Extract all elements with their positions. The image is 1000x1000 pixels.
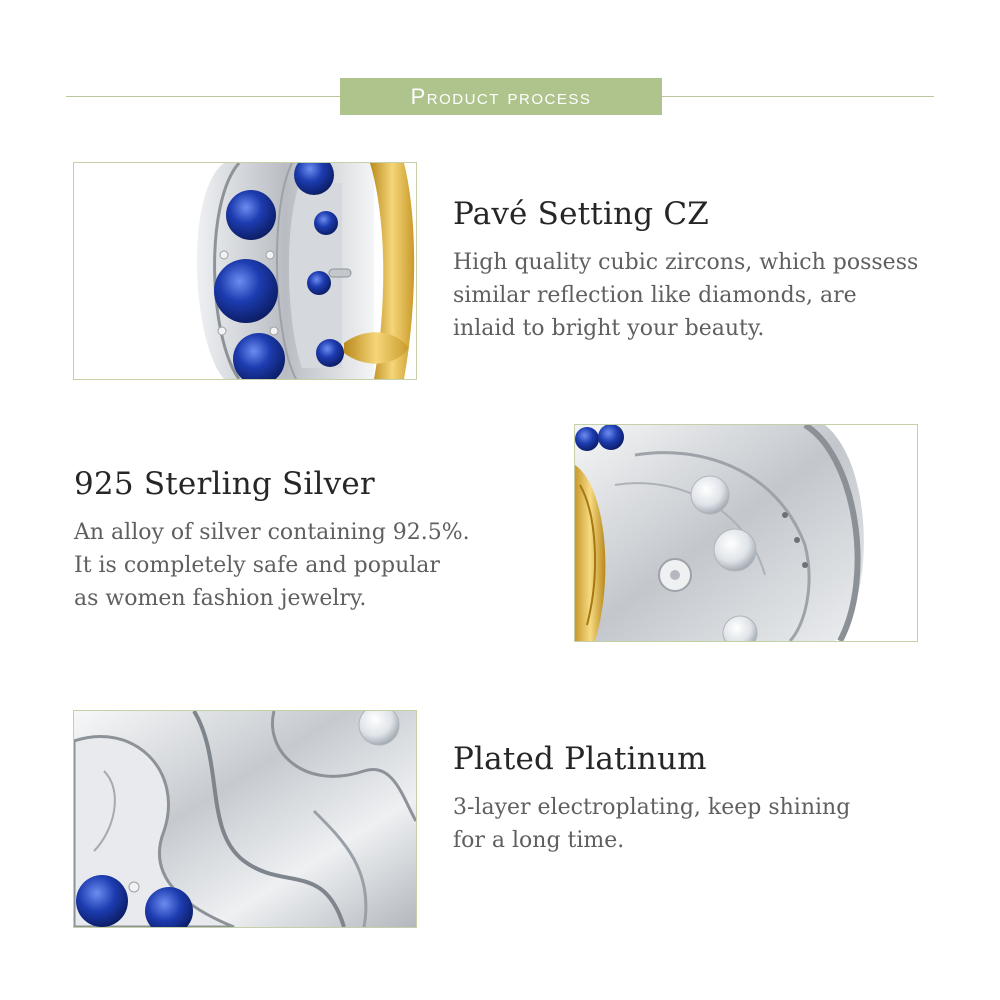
section-title: Product process <box>410 83 592 109</box>
sapphire-stone <box>307 271 331 295</box>
feature-sterling-silver <box>74 466 544 615</box>
feature-description: High quality cubic zircons, which possess similar reflection like diamonds, are inlaid to bright your beauty. <box>453 250 919 341</box>
header-divider-right <box>662 96 934 97</box>
feature-title: 925 Sterling Silver <box>74 466 375 502</box>
pave-setting-photo <box>73 162 417 380</box>
sapphire-stone <box>314 211 338 235</box>
sterling-silver-illustration <box>575 425 917 641</box>
sapphire-stone <box>575 427 599 451</box>
sapphire-stone <box>214 259 278 323</box>
sapphire-stone <box>76 875 128 927</box>
feature-description: 3-layer electroplating, keep shining for a long time. <box>453 795 851 853</box>
plated-platinum-illustration <box>74 711 416 927</box>
header-divider-left <box>66 96 340 97</box>
plated-platinum-photo <box>73 710 417 928</box>
clear-stone <box>714 529 756 571</box>
feature-plated-platinum <box>453 741 953 857</box>
sapphire-stone <box>316 339 344 367</box>
clear-stone <box>691 476 729 514</box>
feature-pave-setting <box>453 196 953 345</box>
pave-setting-illustration <box>74 163 416 379</box>
feature-title: Pavé Setting CZ <box>453 196 709 232</box>
feature-title: Plated Platinum <box>453 741 707 777</box>
feature-description: An alloy of silver containing 92.5%. It is completely safe and popular as women fashion jewelry. <box>74 520 470 611</box>
clear-stone <box>359 711 399 745</box>
section-title-banner <box>340 78 662 115</box>
sterling-silver-photo <box>574 424 918 642</box>
sapphire-stone <box>226 190 276 240</box>
sapphire-stone <box>598 425 624 450</box>
